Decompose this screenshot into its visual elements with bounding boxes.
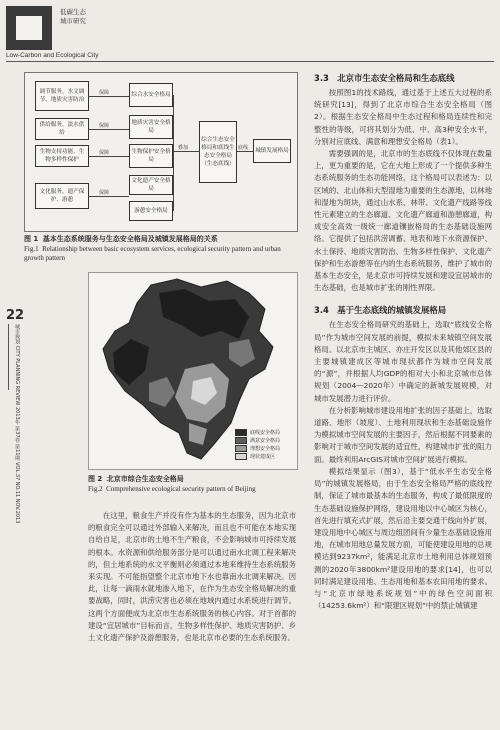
flow-arrow [237, 151, 253, 152]
page-number: 22 [6, 308, 25, 323]
flow-label-overlay: 叠加 [178, 145, 189, 151]
service-box-supply: 供给服务，淡水供给 [35, 118, 89, 140]
flow-arrow [89, 129, 129, 130]
flow-label: 保障 [99, 123, 110, 129]
flow-arrow [89, 96, 129, 97]
flow-label: 保障 [99, 190, 110, 196]
body-paragraph-left: 在这里，粮食生产并没有作为基本的生态服务，因为北京市的粮食完全可以通过外部输入来解决，而且也不可能在本地实现自给自足，北京市的土地不生产粮食，不会影响城市可持续发展的根本。水资源和供给服务部分是可以通过南水北调工程来解决的，但土地系统的水文平衡则必须通过本地来维持生态系统服务来实现。不可能指望整个北京市地下水也靠南水北调来解决。因此，让每一滴雨水就地渗入地下，在作为生态安全格局解决的重要战略，同时，洪涝灾害也必须在地域内通过水系统进行调节。这两个方面便成为北京市生态系统服务的核心内容。对于首都的建设“宜居城市”目标而言，生物多样性保护、地质灾害防护、乡土文化遗产保护及游憩服务，也是北京市必要的生态系统服务。 [88, 511, 296, 643]
figure-2-caption: 图 2 北京市综合生态安全格局 [88, 475, 184, 483]
pattern-box-biodiversity: 生物保护安全格局 [129, 144, 173, 168]
legend-swatch [235, 437, 247, 444]
legend-item: 现状建成区 [235, 453, 280, 461]
section-3-3-para-2: 需要强调的是，北京市的生态底线不仅体现在数量上，更为重要的是，它在大地上形成了一个提供多种生态系统服务的生态功能网络，这个格局可以表述为：以区域的、北山体和大型湿地为重要的生态源地，以林地和湿地为斑块，通过山水系、林带、文化遗产线路等线性元素建立的生态廊道、文化遗产廊道和游憩廊道，构成安全高效一级统一廊道镶嵌格局的生态基础设施网络。它提供了包括洪涝调蓄、地表和地下水资源保护、水土保持、地质灾害防治、生物多样性保护、文化遗产保护和生态游憩等在内的生态系统服务，维护了城市的基本生态安全，是北京市可持续发展和建设宜居城市的生态基础，也是城市扩张的刚性界限。 [314, 149, 492, 293]
map-legend [235, 429, 280, 461]
side-divider [8, 324, 9, 390]
service-box-regulation: 调节服务，水文调节、地质灾害防治 [35, 81, 89, 111]
flow-arrow [89, 156, 129, 157]
section-3-4-para-2: 在分析影响城市建设用地扩张的因子基础上，选取道路、地形（坡度）、土地利用现状和生态基础设施作为模拟城市空间发展的主要因子，然后根据不同要素的影响对于城市空间发展的适宜性，构建城市扩张的阻力面。最终利用ArcGIS对城市空间扩展进行模拟。 [314, 405, 492, 464]
section-3-4-heading: 3.4 基于生态底线的城镇发展格局 [314, 305, 447, 316]
merge-line [173, 95, 174, 211]
center-box-security-pattern: 综合生态安全格局和底线生态安全格局（生态底线） [199, 121, 237, 183]
section-3-3-para-1: 按照图1的技术路线，通过基于上述五大过程的系统研究[13]，得到了北京市综合生态安全格局（图2）。根据生态安全格局中生态过程和格局连续性和完整性的等级，可将其划分为低、中、高3种安全水平，分别对应底线、满意和理想安全格局（表1）。 [314, 88, 492, 146]
legend-item: 底线安全格局 [235, 429, 280, 437]
flow-arrow [89, 196, 129, 197]
journal-section-title-en: Low-Carbon and Ecological City [6, 52, 99, 59]
right-box-urban-growth: 城镇发展格局 [253, 139, 291, 163]
legend-swatch [235, 453, 247, 460]
legend-swatch [235, 445, 247, 452]
legend-item: 理想安全格局 [235, 445, 280, 453]
pattern-box-heritage: 文化遗产安全格局 [129, 175, 173, 195]
service-box-biological: 生物支持功能、生物多样性保护 [35, 145, 89, 167]
pattern-box-recreation: 游憩安全格局 [129, 201, 173, 221]
flow-label-baseline: 底线 [238, 145, 249, 151]
section-3-4-para-3: 模拟结果显示（图3），基于“低水平生态安全格局”的城镇发展格局，由于生态安全格局严格的底线控制，保证了城市最基本的生态服务，构成了最低限度的生态基础设施保护网络，建设用地以中心城区为核心，首先进行填充式扩展，然后沿主要交通干线向外扩展，建设用地中心城区与周边组团间有少量生态基础设施用地，在城市用地总量发展方面，可能使建设用地的总规模达到9237km²，能满足北京市土地利用总体规划预测的2020年3800km²建设用地的要求[14]，也可以同时满足建设用地、生态用地和基本农田用地的要求。与“北京市绿地系统规划”中的绿色空间面积（14253.6km²）和“限建区规划”中的禁止城镇建 [314, 466, 492, 611]
legend-swatch [235, 429, 247, 436]
header-divider [6, 61, 494, 62]
figure-2-caption-en: Fig.2 Comprehensive ecological security pattern of Beijing [88, 485, 256, 493]
pattern-box-geohazard: 地质灾害安全格局 [129, 115, 173, 139]
legend-item: 满意安全格局 [235, 437, 280, 445]
pattern-box-water: 综合水安全格局 [129, 83, 173, 107]
figure-1-caption-en: Fig.1 Relationship between basic ecosystem services, ecological security pattern and urban growth pattern [24, 245, 281, 262]
service-box-cultural: 文化服务，遗产保护、游憩 [35, 183, 89, 209]
header-logo-block [6, 6, 52, 50]
journal-side-info: 城市规划 CITY PLANNING REVIEW 2013年 第37卷 第11期 VOL.37 NO.11 NOV.2013 [14, 324, 20, 524]
journal-section-title: 低碳生态 城市研究 [60, 8, 86, 25]
flow-arrow [173, 151, 199, 152]
figure-2-map [88, 272, 298, 470]
right-text-column [314, 72, 492, 722]
flow-label: 保障 [99, 150, 110, 156]
section-3-3-heading: 3.3 北京市生态安全格局和生态底线 [314, 73, 455, 83]
figure-1-caption: 图 1 基本生态系统服务与生态安全格局及城镇发展格局的关系 [24, 235, 218, 243]
flow-label: 保障 [99, 90, 110, 96]
figure-1-flowchart [24, 72, 298, 232]
section-3-4-para-1: 在生态安全格局研究的基础上，选取“底线安全格局”作为城市空间发展的前提，模拟未来城镇空间发展格局。以北京市主城区、亦庄开发区以及其他郊区县的主要城镇建成区等城市现状都作为城市空间发展的“源”，并根据人均GDP的相对大小和北京城市总体规划（2004—2020年）中确定的新城发展规模，对城市发展潜力进行评价。 [314, 320, 492, 403]
